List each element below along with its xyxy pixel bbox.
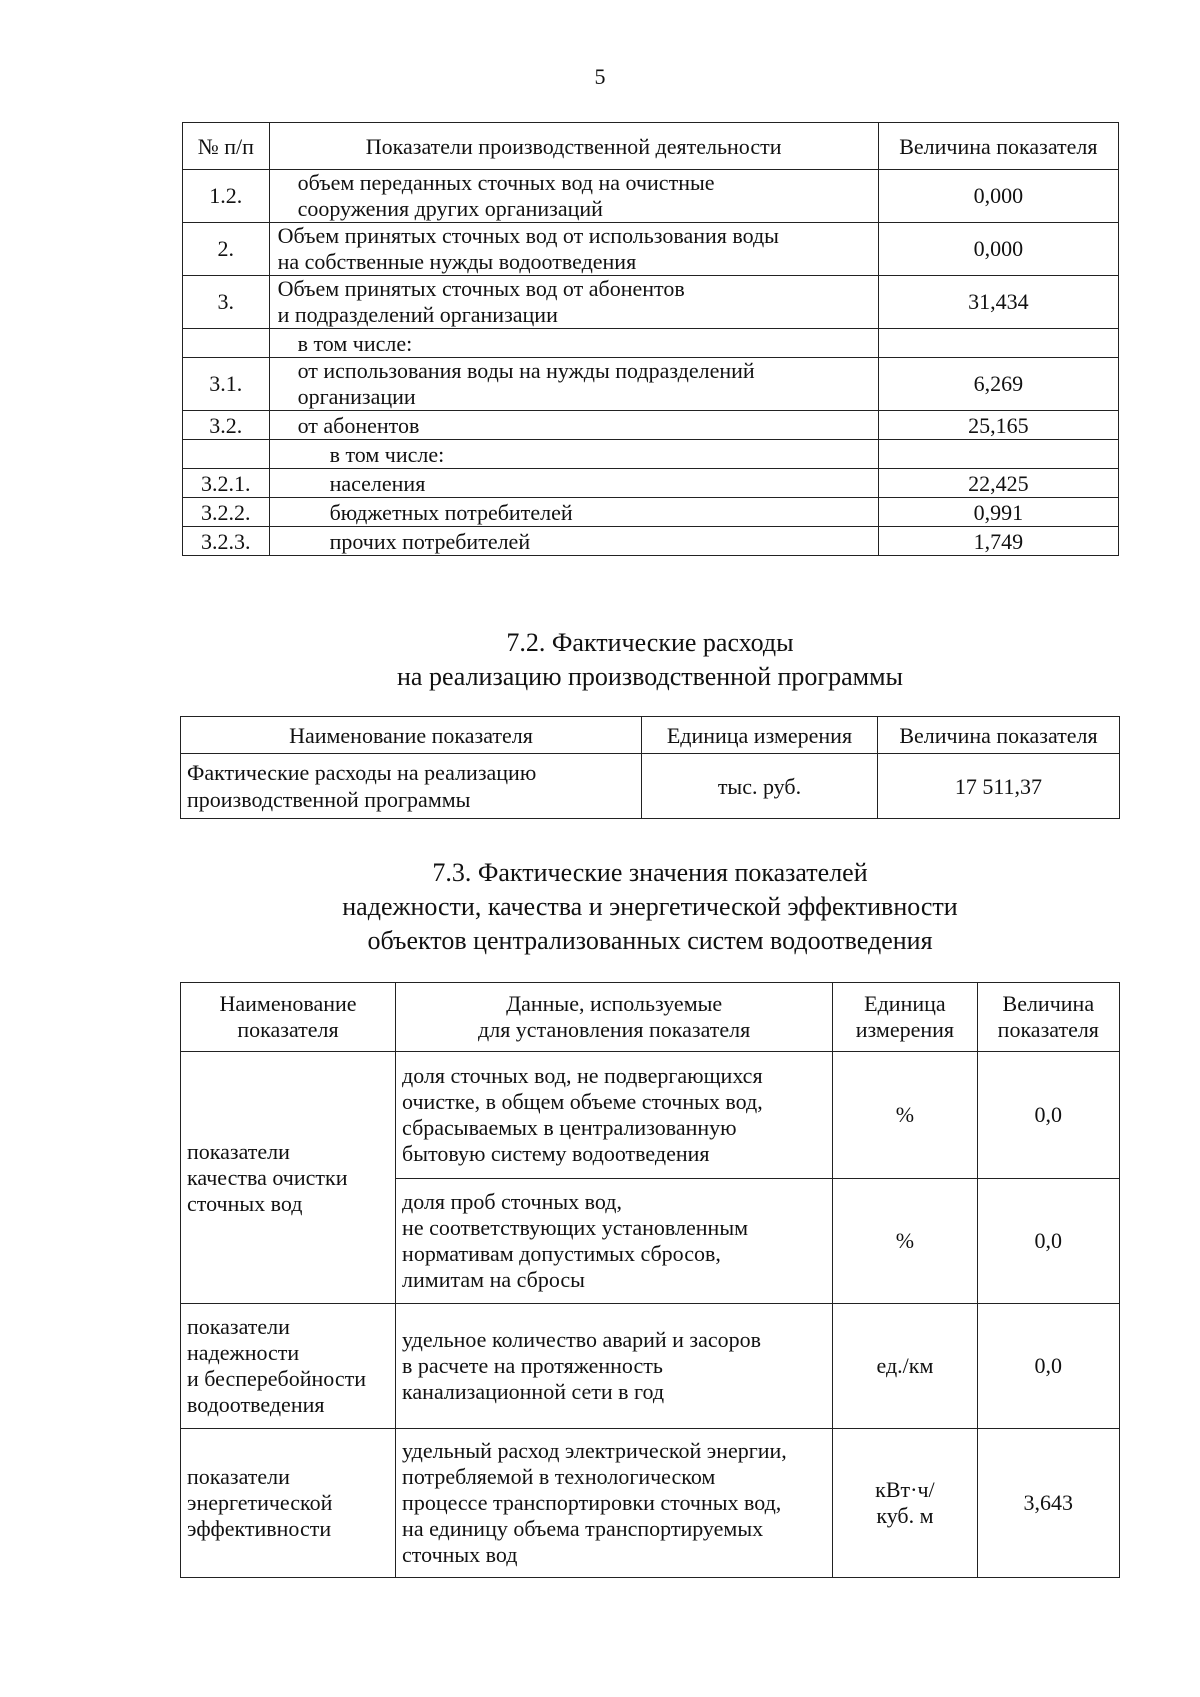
row-label-line: Объем принятых сточных вод от абонентов xyxy=(277,276,685,301)
row-data-line: удельный расход электрической энергии, xyxy=(402,1438,787,1463)
row-number: 3.2.1. xyxy=(183,469,270,498)
row-name-line: Фактические расходы на реализацию xyxy=(187,760,537,785)
row-value: 22,425 xyxy=(878,469,1118,498)
row-label-line: на собственные нужды водоотведения xyxy=(277,249,637,274)
heading-line: объектов централизованных систем водоотведения xyxy=(367,926,933,955)
page-number: 5 xyxy=(594,64,606,89)
row-value: 25,165 xyxy=(878,411,1118,440)
header-line: показателя xyxy=(997,1017,1099,1042)
header-line: показателя xyxy=(237,1017,339,1042)
row-value: 0,000 xyxy=(878,170,1118,223)
header-line: Величина xyxy=(1002,991,1095,1016)
row-value: 0,0 xyxy=(977,1304,1119,1429)
row-label: бюджетных потребителей xyxy=(269,498,878,527)
table-header-row xyxy=(181,983,1120,1052)
heading-line: на реализацию производственной программы xyxy=(396,662,903,691)
header-value xyxy=(977,983,1119,1052)
row-number xyxy=(183,440,270,469)
header-name xyxy=(181,983,396,1052)
header-unit xyxy=(833,983,977,1052)
row-unit: % xyxy=(833,1179,977,1304)
row-value xyxy=(878,329,1118,358)
row-number: 3.2. xyxy=(183,411,270,440)
table-row xyxy=(183,498,1119,527)
table-row xyxy=(181,1304,1120,1429)
row-number: 3. xyxy=(183,276,270,329)
header-unit: Единица измерения xyxy=(641,717,877,754)
table-row xyxy=(183,411,1119,440)
row-value: 6,269 xyxy=(878,358,1118,411)
row-unit: % xyxy=(833,1052,977,1179)
table-header-row xyxy=(183,123,1119,170)
section-7-2-heading xyxy=(0,626,1200,694)
table-row xyxy=(183,170,1119,223)
table-row xyxy=(181,754,1120,819)
row-data-line: бытовую систему водоотведения xyxy=(402,1141,710,1166)
row-unit-line: куб. м xyxy=(876,1503,934,1528)
reliability-indicators-table xyxy=(180,982,1120,1578)
row-number: 3.1. xyxy=(183,358,270,411)
header-indicator: Показатели производственной деятельности xyxy=(269,123,878,170)
group-name-line: сточных вод xyxy=(187,1190,303,1216)
header-line: Данные, используемые xyxy=(506,991,723,1016)
header-line: для установления показателя xyxy=(478,1017,751,1042)
row-value: 3,643 xyxy=(977,1429,1119,1578)
row-label-line: и подразделений организации xyxy=(277,302,558,327)
group-name-line: показатели xyxy=(187,1464,290,1489)
row-number: 1.2. xyxy=(183,170,270,223)
row-label: в том числе: xyxy=(269,440,878,469)
group-name-line: надежности xyxy=(187,1340,300,1365)
row-number: 2. xyxy=(183,223,270,276)
row-data-line: сточных вод xyxy=(402,1542,518,1567)
row-unit: тыс. руб. xyxy=(641,754,877,819)
row-label xyxy=(269,223,878,276)
header-data xyxy=(396,983,833,1052)
row-data-line: процессе транспортировки сточных вод, xyxy=(402,1490,782,1515)
row-data-line: канализационной сети в год xyxy=(402,1379,665,1404)
table-row xyxy=(183,276,1119,329)
group-name-line: показатели xyxy=(187,1138,290,1164)
group-name xyxy=(181,1304,396,1429)
row-label: населения xyxy=(269,469,878,498)
row-value: 0,991 xyxy=(878,498,1118,527)
row-data xyxy=(396,1304,833,1429)
row-name-line: производственной программы xyxy=(187,787,471,812)
row-data-line: в расчете на протяженность xyxy=(402,1353,663,1378)
row-label xyxy=(269,276,878,329)
group-name xyxy=(181,1052,396,1304)
group-name-line: и бесперебойности xyxy=(187,1366,366,1391)
heading-line: надежности, качества и энергетической эффективности xyxy=(342,892,958,921)
row-label: в том числе: xyxy=(269,329,878,358)
row-value: 17 511,37 xyxy=(877,754,1119,819)
row-value: 1,749 xyxy=(878,527,1118,556)
row-number: 3.2.2. xyxy=(183,498,270,527)
table-row xyxy=(181,1429,1120,1578)
row-label-line: Объем принятых сточных вод от использования воды xyxy=(277,223,779,248)
header-line: Единица xyxy=(864,991,946,1016)
row-label xyxy=(269,358,878,411)
table-row xyxy=(183,527,1119,556)
header-line: Наименование xyxy=(219,991,357,1016)
row-label-line: от использования воды на нужды подразделений xyxy=(297,358,755,383)
group-name-line: показатели xyxy=(187,1314,290,1339)
group-name-line: эффективности xyxy=(187,1516,332,1541)
row-data xyxy=(396,1429,833,1578)
row-data-line: не соответствующих установленным xyxy=(402,1215,749,1240)
heading-line: 7.3. Фактические значения показателей xyxy=(432,858,868,887)
table-row xyxy=(181,1052,1120,1179)
group-name xyxy=(181,1429,396,1578)
row-label-line: организации xyxy=(297,384,416,409)
row-label xyxy=(269,170,878,223)
row-name xyxy=(181,754,642,819)
table-row xyxy=(183,358,1119,411)
header-value: Величина показателя xyxy=(877,717,1119,754)
table-row xyxy=(183,223,1119,276)
row-data-line: очистке, в общем объеме сточных вод, xyxy=(402,1089,763,1114)
row-data-line: лимитам на сбросы xyxy=(402,1267,585,1292)
actual-expenses-table xyxy=(180,716,1120,819)
row-label: прочих потребителей xyxy=(269,527,878,556)
group-name-line: энергетической xyxy=(187,1490,333,1515)
row-data-line: сбрасываемых в централизованную xyxy=(402,1115,737,1140)
row-unit xyxy=(833,1429,977,1578)
row-data-line: потребляемой в технологическом xyxy=(402,1464,716,1489)
row-data-line: доля сточных вод, не подвергающихся xyxy=(402,1063,763,1088)
header-line: измерения xyxy=(855,1017,955,1042)
production-indicators-table xyxy=(182,122,1119,556)
row-data xyxy=(396,1179,833,1304)
row-number: 3.2.3. xyxy=(183,527,270,556)
row-unit: ед./км xyxy=(833,1304,977,1429)
row-value: 31,434 xyxy=(878,276,1118,329)
row-unit-line: кВт·ч/ xyxy=(875,1477,935,1502)
row-label-line: объем переданных сточных вод на очистные xyxy=(297,170,715,195)
row-data-line: доля проб сточных вод, xyxy=(402,1189,622,1214)
row-data-line: удельное количество аварий и засоров xyxy=(402,1327,762,1352)
group-name-line: качества очистки xyxy=(187,1164,348,1190)
table-row xyxy=(183,469,1119,498)
row-value: 0,000 xyxy=(878,223,1118,276)
row-label: от абонентов xyxy=(269,411,878,440)
heading-line: 7.2. Фактические расходы xyxy=(506,628,794,657)
header-name: Наименование показателя xyxy=(181,717,642,754)
header-number: № п/п xyxy=(183,123,270,170)
row-label-line: сооружения других организаций xyxy=(297,196,603,221)
table-row xyxy=(183,440,1119,469)
row-number xyxy=(183,329,270,358)
row-value: 0,0 xyxy=(977,1052,1119,1179)
group-name-line: водоотведения xyxy=(187,1392,325,1417)
header-value: Величина показателя xyxy=(878,123,1118,170)
row-value: 0,0 xyxy=(977,1179,1119,1304)
table-row xyxy=(183,329,1119,358)
row-value xyxy=(878,440,1118,469)
row-data-line: на единицу объема транспортируемых xyxy=(402,1516,764,1541)
section-7-3-heading xyxy=(0,856,1200,958)
table-header-row xyxy=(181,717,1120,754)
row-data xyxy=(396,1052,833,1179)
row-data-line: нормативам допустимых сбросов, xyxy=(402,1241,721,1266)
